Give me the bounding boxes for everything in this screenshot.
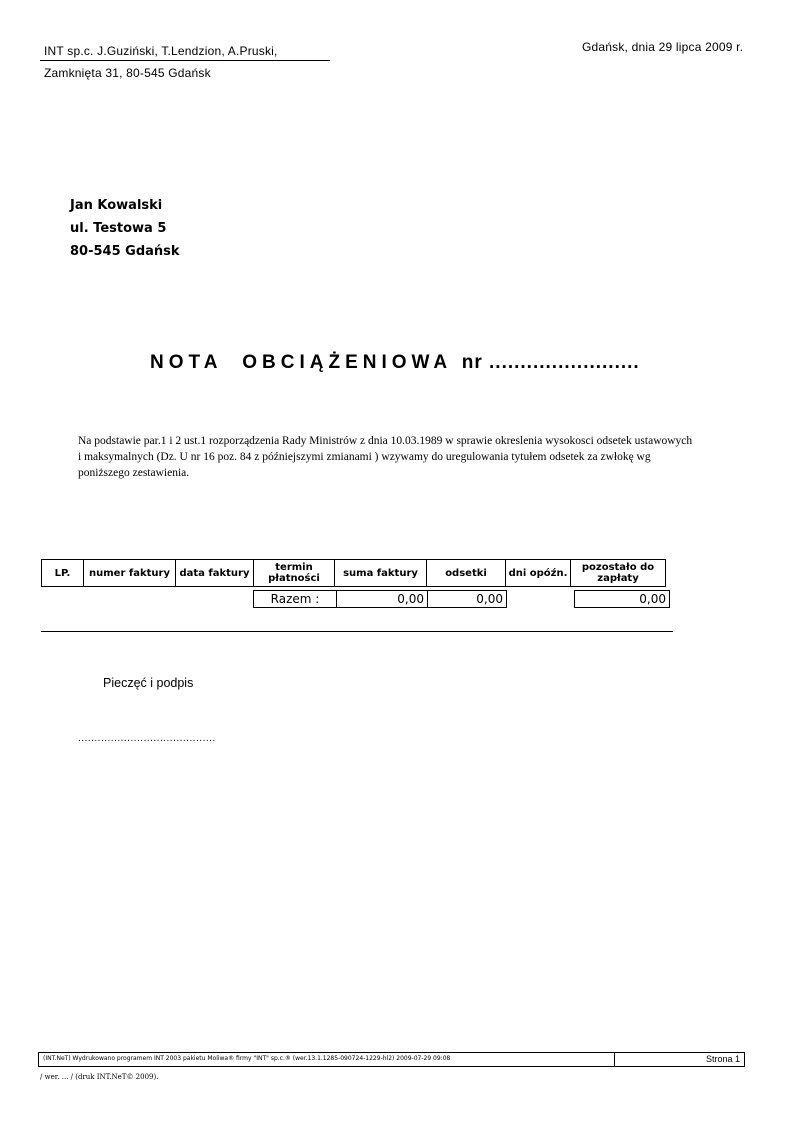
- sender-address: Zamknięta 31, 80-545 Gdańsk: [44, 66, 211, 80]
- sender-name: INT sp.c. J.Guziński, T.Lendzion, A.Pruski,: [44, 44, 278, 58]
- header-dni: dni opóźn.: [506, 560, 571, 587]
- header-pozostalo-2: zapłaty: [597, 573, 639, 584]
- document-date: Gdańsk, dnia 29 lipca 2009 r.: [582, 40, 744, 54]
- footer-page-number: Strona 1: [705, 1054, 740, 1064]
- total-pozostalo: 0,00: [574, 590, 670, 608]
- header-termin-1: termin: [275, 562, 313, 573]
- header-pozostalo-1: pozostało do: [581, 562, 655, 573]
- recipient-name: Jan Kowalski: [70, 198, 163, 213]
- total-suma: 0,00: [336, 590, 428, 608]
- footer-version: / wer. ... / (druk INT.NeT© 2009).: [40, 1073, 159, 1081]
- recipient-street: ul. Testowa 5: [70, 221, 167, 236]
- recipient-city: 80-545 Gdańsk: [70, 244, 180, 259]
- invoice-table: [41, 559, 666, 587]
- signature-dots: ..........................................: [78, 733, 216, 744]
- document-title: [150, 352, 640, 374]
- separator-line: [41, 631, 673, 632]
- title-main: NOTA OBCIĄŻENIOWA: [150, 352, 452, 373]
- page-footer: [38, 1052, 745, 1067]
- header-numer: numer faktury: [84, 560, 176, 587]
- total-label: Razem :: [253, 590, 337, 608]
- header-pozostalo: [571, 560, 666, 587]
- sender-underline: [40, 60, 330, 61]
- body-paragraph: Na podstawie par.1 i 2 ust.1 rozporządzenia Rady Ministrów z dnia 10.03.1989 w sprawie okreslenia wysokosci odsetek ustawowych i maksymalnych (Dz. U nr 16 poz. 84 z późniejszymi zmianami ) wzywamy do uregulowania tytułem odsetek za zwłokę wg poniższego zestawienia.: [78, 435, 693, 479]
- footer-divider: [614, 1053, 615, 1066]
- header-suma: suma faktury: [335, 560, 427, 587]
- header-lp: LP.: [42, 560, 84, 587]
- signature-label: Pieczęć i podpis: [103, 676, 194, 690]
- header-data: data faktury: [176, 560, 254, 587]
- header-odsetki: odsetki: [427, 560, 506, 587]
- header-termin-2: płatności: [268, 573, 320, 584]
- title-number: nr ........................: [461, 352, 640, 373]
- footer-print-info: (INT.NeT) Wydrukowano programem INT 2003 pakietu Moliwa® firmy "INT" sp.c.® (wer.13.1.1285-090724-1229-hl2) 2009-07-29 09:08: [43, 1055, 451, 1062]
- header-termin: [254, 560, 335, 587]
- table-header-row: [42, 560, 666, 587]
- total-odsetki: 0,00: [427, 590, 507, 608]
